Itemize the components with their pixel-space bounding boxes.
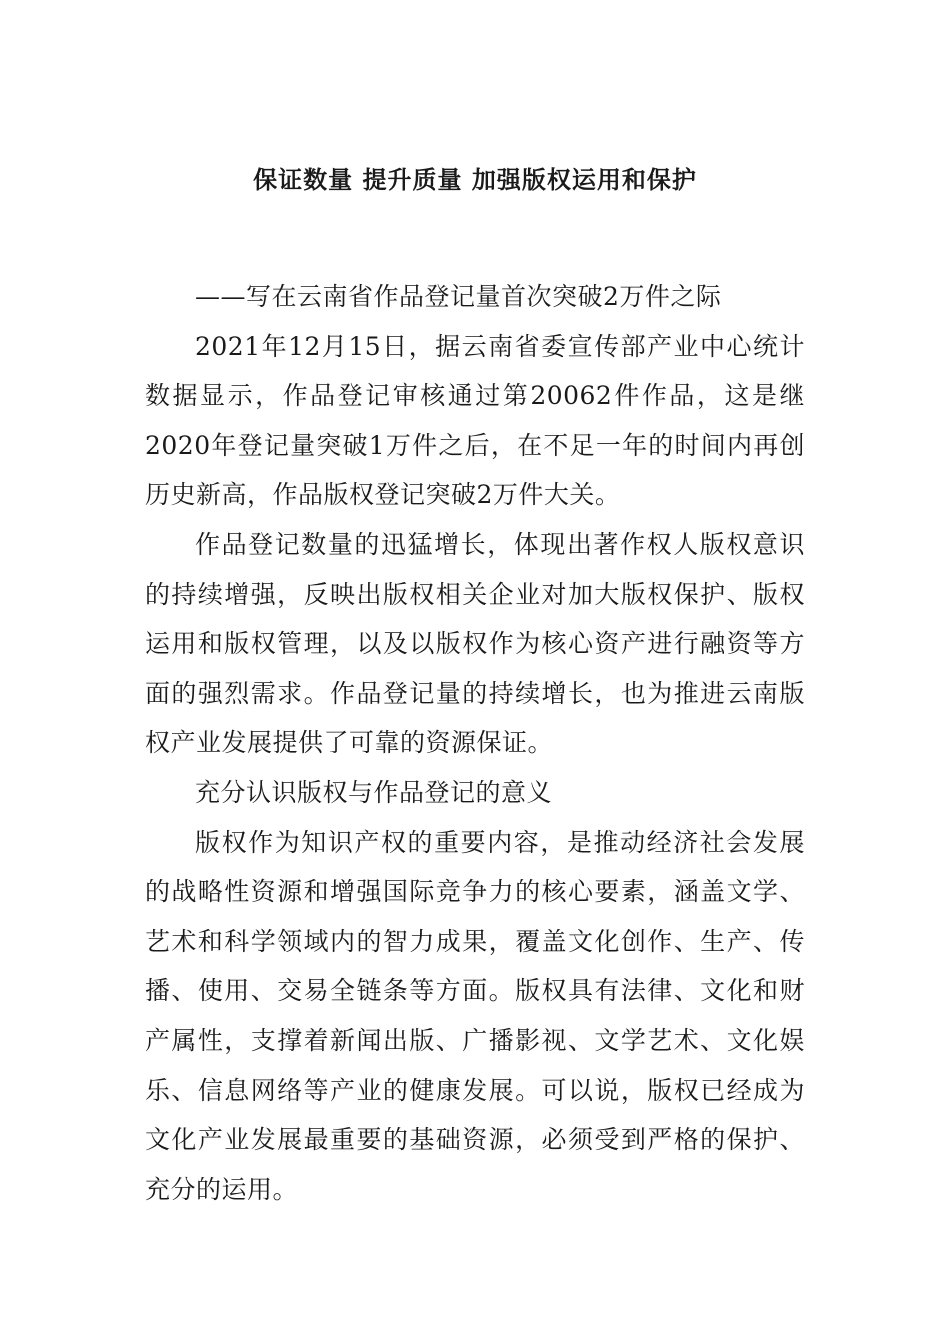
section-heading: 充分认识版权与作品登记的意义 — [195, 777, 553, 807]
body-paragraph: 作品登记数量的迅猛增长，体现出著作权人版权意识的持续增强，反映出版权相关企业对加大版权保护、版权运用和版权管理，以及以版权作为核心资产进行融资等方面的强烈需求。作品登记量的持续增长，也为推进云南版权产业发展提供了可靠的资源保证。 — [145, 529, 805, 758]
document-title: 保证数量 提升质量 加强版权运用和保护 — [253, 166, 697, 194]
body-paragraph: 版权作为知识产权的重要内容，是推动经济社会发展的战略性资源和增强国际竞争力的核心要素，涵盖文学、艺术和科学领域内的智力成果，覆盖文化创作、生产、传播、使用、交易全链条等方面。版权具有法律、文化和财产属性，支撑着新闻出版、广播影视、文学艺术、文化娱乐、信息网络等产业的健康发展。可以说，版权已经成为文化产业发展最重要的基础资源，必须受到严格的保护、充分的运用。 — [145, 827, 805, 1204]
document-body — [145, 272, 805, 1214]
body-paragraph: 2021年12月15日，据云南省委宣传部产业中心统计数据显示，作品登记审核通过第20062件作品，这是继2020年登记量突破1万件之后，在不足一年的时间内再创历史新高，作品版权登记突破2万件大关。 — [145, 331, 805, 510]
subtitle-paragraph: ——写在云南省作品登记量首次突破2万件之际 — [195, 282, 722, 311]
